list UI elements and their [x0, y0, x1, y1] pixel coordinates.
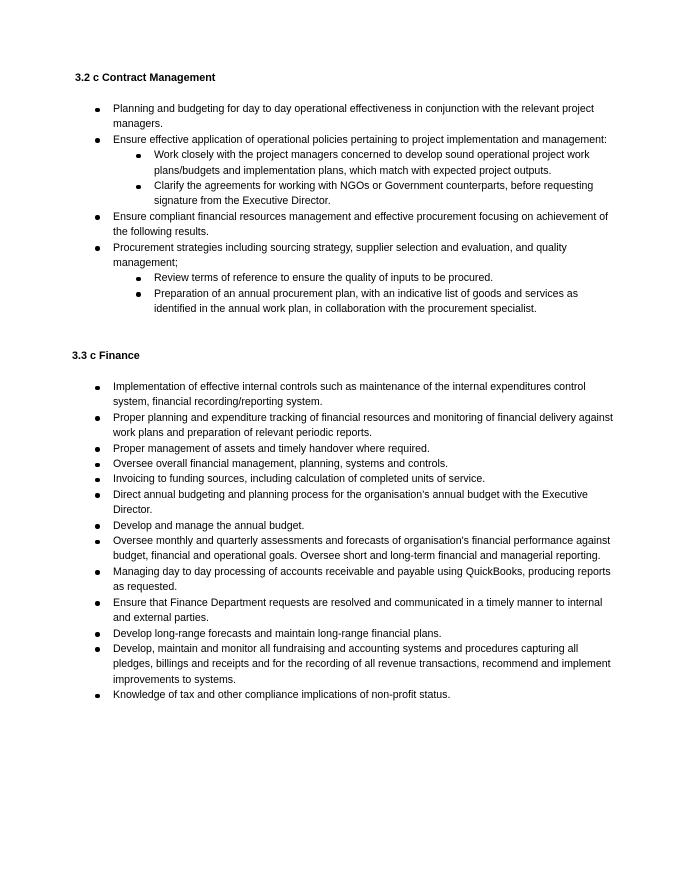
list-item: Develop long-range forecasts and maintain long-range financial plans.: [113, 627, 613, 642]
sub-list: [154, 271, 612, 317]
finance-list: [113, 380, 613, 704]
contract-management-list: [113, 102, 613, 318]
list-item: Ensure compliant financial resources management and effective procurement focusing on achievement of the following results.: [113, 210, 613, 241]
list-item: Planning and budgeting for day to day operational effectiveness in conjunction with the relevant project managers.: [113, 102, 613, 133]
section-heading-finance: 3.3 c Finance: [72, 350, 140, 362]
list-item: Develop, maintain and monitor all fundraising and accounting systems and procedures capturing all pledges, billings and receipts and for the recording of all revenue transactions, recommend and implement improvements to systems.: [113, 642, 613, 688]
sub-list-item: Clarify the agreements for working with NGOs or Government counterparts, before requesting signature from the Executive Director.: [154, 179, 612, 210]
list-item: Develop and manage the annual budget.: [113, 519, 613, 534]
list-item: Managing day to day processing of accounts receivable and payable using QuickBooks, producing reports as requested.: [113, 565, 613, 596]
list-item: Knowledge of tax and other compliance implications of non-profit status.: [113, 688, 613, 703]
sub-list-item: Preparation of an annual procurement plan, with an indicative list of goods and services as identified in the annual work plan, in collaboration with the procurement specialist.: [154, 287, 612, 318]
list-item: Invoicing to funding sources, including calculation of completed units of service.: [113, 472, 613, 487]
list-item-text: Procurement strategies including sourcing strategy, supplier selection and evaluation, and quality management;: [113, 241, 567, 270]
list-item: [113, 241, 613, 318]
sub-list: [154, 148, 612, 210]
section-heading-contract-management: 3.2 c Contract Management: [75, 72, 216, 84]
list-item: Ensure that Finance Department requests are resolved and communicated in a timely manner to internal and external parties.: [113, 596, 613, 627]
list-item-text: Ensure effective application of operational policies pertaining to project implementation and management:: [113, 133, 607, 146]
list-item: Oversee monthly and quarterly assessments and forecasts of organisation's financial performance against budget, financial and operational goals. Oversee short and long-term financial and managerial reporting.: [113, 534, 613, 565]
list-item: Implementation of effective internal controls such as maintenance of the internal expenditures control system, financial recording/reporting system.: [113, 380, 613, 411]
list-item: Direct annual budgeting and planning process for the organisation's annual budget with the Executive Director.: [113, 488, 613, 519]
sub-list-item: Review terms of reference to ensure the quality of inputs to be procured.: [154, 271, 612, 286]
list-item: [113, 133, 613, 210]
list-item: Proper planning and expenditure tracking of financial resources and monitoring of financial delivery against work plans and preparation of relevant periodic reports.: [113, 411, 613, 442]
list-item: Oversee overall financial management, planning, systems and controls.: [113, 457, 613, 472]
list-item: Proper management of assets and timely handover where required.: [113, 442, 613, 457]
sub-list-item: Work closely with the project managers concerned to develop sound operational project work plans/budgets and implementation plans, which match with expected project outputs.: [154, 148, 612, 179]
